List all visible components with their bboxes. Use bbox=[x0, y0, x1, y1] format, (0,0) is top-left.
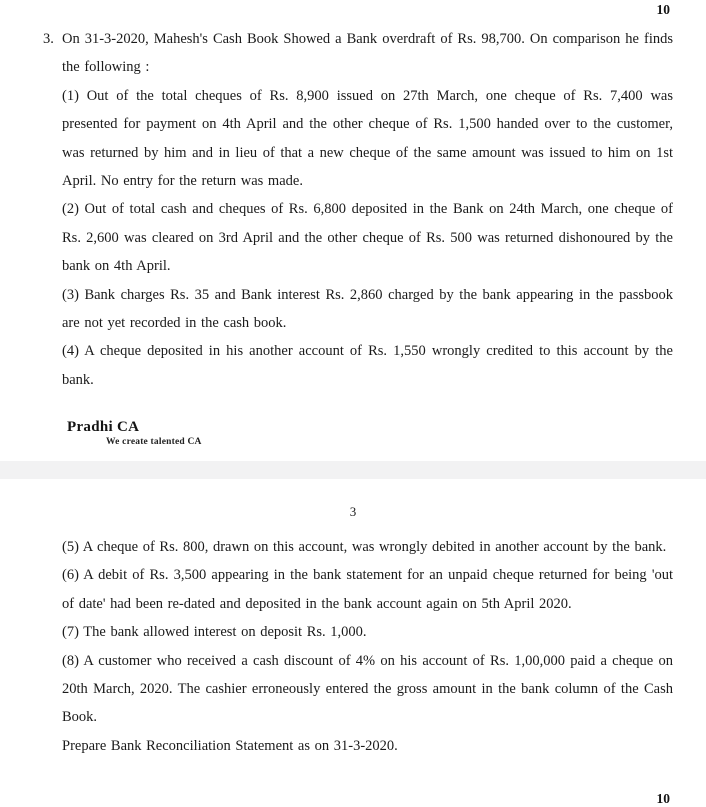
publisher-watermark bbox=[67, 419, 202, 447]
problem-point-7: (7) The bank allowed interest on deposit Rs. 1,000. bbox=[62, 624, 367, 641]
page-number-center: 3 bbox=[349, 504, 357, 519]
watermark-tagline: We create talented CA bbox=[106, 437, 202, 447]
problem-block-page1 bbox=[0, 25, 706, 394]
page-break-divider bbox=[0, 461, 706, 479]
problem-intro: On 31-3-2020, Mahesh's Cash Book Showed a Bank overdraft of Rs. 98,700. On comparison he finds the following : bbox=[62, 31, 673, 76]
problem-point-6: (6) A debit of Rs. 3,500 appearing in the bank statement for an unpaid cheque returned for being 'out of date' had been re-dated and deposited in the bank account again on 5th April 2020. bbox=[62, 567, 673, 612]
problem-point-2: (2) Out of total cash and cheques of Rs. 6,800 deposited in the Bank on 24th March, one cheque of Rs. 2,600 was cleared on 3rd April and the other cheque of Rs. 500 was returned dishonoured by the bank on 4th April. bbox=[62, 201, 673, 275]
problem-point-4: (4) A cheque deposited in his another account of Rs. 1,550 wrongly credited to this account by the bank. bbox=[62, 343, 673, 388]
page-number-bottom: 10 bbox=[656, 791, 670, 806]
problem-point-8: (8) A customer who received a cash discount of 4% on his account of Rs. 1,00,000 paid a cheque on 20th March, 2020. The cashier erroneously entered the gross amount in the bank column of the Cash Book. bbox=[62, 652, 673, 726]
problem-block-page2 bbox=[0, 533, 706, 760]
problem-point-3: (3) Bank charges Rs. 35 and Bank interest Rs. 2,860 charged by the bank appearing in the passbook are not yet recorded in the cash book. bbox=[62, 286, 673, 332]
problem-number: 3. bbox=[43, 31, 54, 47]
problem-instruction: Prepare Bank Reconciliation Statement as on 31-3-2020. bbox=[62, 737, 398, 754]
page-number-top: 10 bbox=[656, 2, 670, 17]
watermark-brand: Pradhi CA bbox=[67, 419, 140, 435]
problem-point-5: (5) A cheque of Rs. 800, drawn on this account, was wrongly debited in another account by the bank. bbox=[62, 539, 667, 555]
problem-point-1: (1) Out of the total cheques of Rs. 8,900 issued on 27th March, one cheque of Rs. 7,400 was presented for payment on 4th April and the other cheque of Rs. 1,500 handed over to the customer, was returned by him and in lieu of that a new cheque of the same amount was issued to him on 1st April. No entry for the return was made. bbox=[62, 87, 673, 190]
